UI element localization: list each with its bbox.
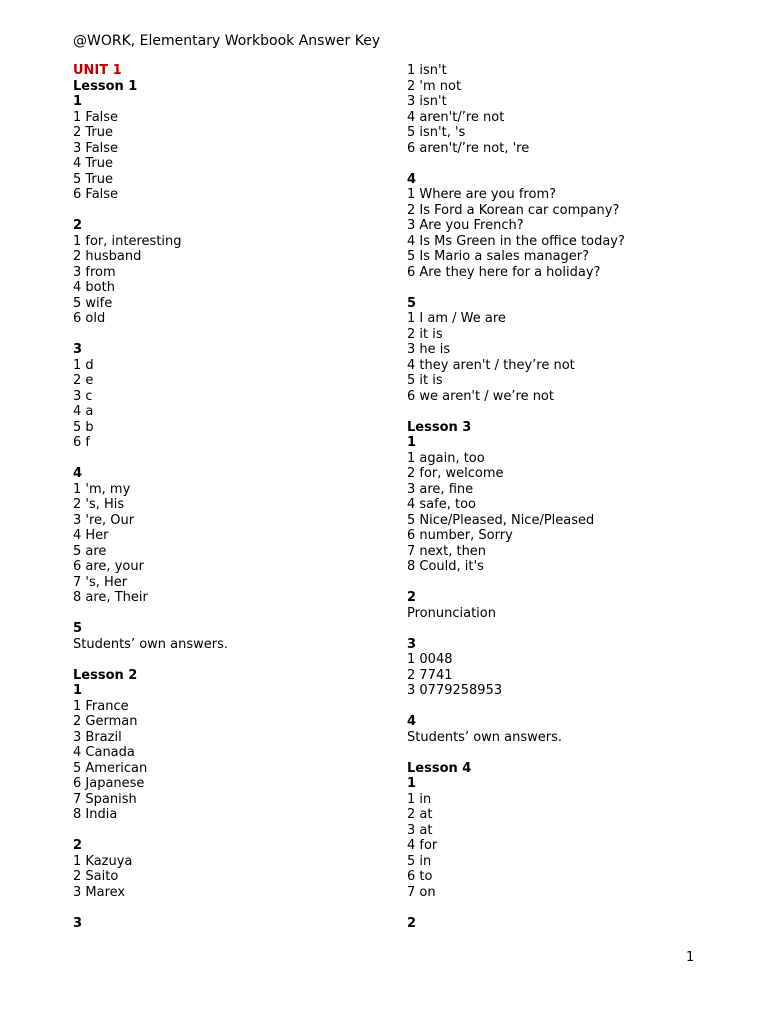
answer-line: 2 husband xyxy=(73,249,142,264)
answer-line: 4 Is Ms Green in the office today? xyxy=(407,233,625,249)
answer-line: 8 are, Their xyxy=(73,590,148,605)
answer-line: 3 Brazil xyxy=(73,729,122,745)
answer-line: 6 to xyxy=(407,869,433,884)
answer-line: 4 Her xyxy=(73,528,109,543)
section-heading: Lesson 3 xyxy=(407,419,472,435)
answer-line: 4 True xyxy=(73,156,114,171)
answer-line: 7 on xyxy=(407,884,436,900)
answer-line: 2 German xyxy=(73,714,138,729)
blank-line xyxy=(73,203,393,219)
answer-line: 8 India xyxy=(73,807,118,822)
answer-line: 6 Are they here for a holiday? xyxy=(407,264,601,280)
section-heading: Lesson 1 xyxy=(73,78,138,94)
answer-line: 2 e xyxy=(73,373,94,388)
section-heading: 4 xyxy=(407,714,417,729)
section-heading: 1 xyxy=(73,683,83,698)
blank-line xyxy=(407,900,737,916)
blank-line xyxy=(73,823,393,839)
blank-line xyxy=(73,900,393,916)
answer-line: 6 we aren't / we’re not xyxy=(407,388,554,404)
answer-line: 7 next, then xyxy=(407,543,487,559)
answer-line: 1 for, interesting xyxy=(73,233,182,249)
answer-line: 4 a xyxy=(73,404,94,419)
answer-line: 4 for xyxy=(407,838,438,853)
answer-line: 2 7741 xyxy=(407,667,453,683)
answer-line: 5 True xyxy=(73,171,114,187)
blank-line xyxy=(407,575,737,591)
blank-line xyxy=(407,621,737,637)
unit-heading: UNIT 1 xyxy=(73,63,122,78)
answer-line: 3 're, Our xyxy=(73,512,135,528)
answer-line: 3 isn't xyxy=(407,94,447,109)
answer-line: 3 from xyxy=(73,264,116,280)
answer-line: 4 safe, too xyxy=(407,497,476,512)
answer-line: 2 for, welcome xyxy=(407,466,504,481)
section-heading: 2 xyxy=(407,590,417,605)
answer-line: 3 c xyxy=(73,388,93,404)
section-heading: 4 xyxy=(407,171,417,187)
answer-line: 2 'm not xyxy=(407,78,462,94)
answer-line: 5 Nice/Pleased, Nice/Pleased xyxy=(407,512,595,528)
answer-line: 6 are, your xyxy=(73,559,144,574)
answer-line: 1 'm, my xyxy=(73,481,131,497)
section-heading: 3 xyxy=(73,915,83,931)
answer-line: 3 Are you French? xyxy=(407,218,524,233)
answer-line: 5 wife xyxy=(73,295,113,311)
blank-line xyxy=(73,606,393,622)
answer-line: 5 in xyxy=(407,853,432,869)
answer-line: 5 are xyxy=(73,543,107,559)
answer-line: 3 he is xyxy=(407,342,451,357)
answer-line: 5 Is Mario a sales manager? xyxy=(407,249,590,264)
answer-line: 4 both xyxy=(73,280,115,295)
answer-line: 1 Kazuya xyxy=(73,853,133,869)
answer-line: 2 's, His xyxy=(73,497,125,512)
answer-line: 3 0779258953 xyxy=(407,683,503,698)
answer-line: 1 in xyxy=(407,791,432,807)
section-heading: 3 xyxy=(73,342,83,357)
answer-line: 1 again, too xyxy=(407,450,485,466)
answer-line: Students’ own answers. xyxy=(73,636,229,652)
answer-line: 1 France xyxy=(73,698,129,714)
answer-line: 6 old xyxy=(73,311,106,326)
section-heading: 2 xyxy=(73,218,83,233)
answer-line: Pronunciation xyxy=(407,605,496,621)
left-column xyxy=(73,63,393,931)
section-heading: Lesson 4 xyxy=(407,760,472,776)
answer-line: 3 at xyxy=(407,822,433,838)
answer-line: 2 at xyxy=(407,807,433,822)
section-heading: 1 xyxy=(407,435,417,450)
answer-line: 8 Could, it's xyxy=(407,559,484,574)
answer-line: 2 True xyxy=(73,125,114,140)
answer-line: 1 isn't xyxy=(407,63,447,78)
answer-line: 2 it is xyxy=(407,326,443,342)
answer-line: 5 it is xyxy=(407,373,443,388)
answer-line: 1 False xyxy=(73,109,119,125)
answer-line: 5 American xyxy=(73,760,148,776)
blank-line xyxy=(73,327,393,343)
answer-line: 4 Canada xyxy=(73,745,135,760)
answer-line: 3 False xyxy=(73,140,119,156)
answer-line: 1 0048 xyxy=(407,652,453,667)
section-heading: 1 xyxy=(407,776,417,791)
document-title: @WORK, Elementary Workbook Answer Key xyxy=(73,33,381,49)
answer-line: 1 Where are you from? xyxy=(407,187,557,202)
blank-line xyxy=(407,404,737,420)
section-heading: 2 xyxy=(73,838,83,853)
blank-line xyxy=(407,156,737,172)
section-heading: 5 xyxy=(73,621,83,636)
answer-line: 6 Japanese xyxy=(73,776,145,791)
right-column xyxy=(407,63,737,931)
section-heading: 1 xyxy=(73,94,83,109)
answer-line: 1 I am / We are xyxy=(407,311,506,326)
answer-line: 6 f xyxy=(73,435,90,450)
blank-line xyxy=(73,451,393,467)
answer-line: Students’ own answers. xyxy=(407,729,563,745)
answer-line: 6 number, Sorry xyxy=(407,528,513,543)
section-heading: 2 xyxy=(407,915,417,931)
answer-line: 2 Is Ford a Korean car company? xyxy=(407,202,620,218)
section-heading: 5 xyxy=(407,295,417,311)
answer-line: 5 isn't, 's xyxy=(407,125,466,140)
answer-line: 4 they aren't / they’re not xyxy=(407,357,575,373)
answer-line: 4 aren't/’re not xyxy=(407,109,505,125)
answer-line: 6 aren't/’re not, 're xyxy=(407,140,530,156)
answer-line: 7 's, Her xyxy=(73,574,128,590)
blank-line xyxy=(407,745,737,761)
answer-line: 5 b xyxy=(73,419,94,435)
answer-line: 3 are, fine xyxy=(407,481,474,497)
blank-line xyxy=(73,652,393,668)
answer-line: 2 Saito xyxy=(73,869,119,884)
section-heading: 4 xyxy=(73,466,83,481)
section-heading: Lesson 2 xyxy=(73,667,138,683)
page-number: 1 xyxy=(686,950,695,965)
blank-line xyxy=(407,280,737,296)
section-heading: 3 xyxy=(407,636,417,652)
blank-line xyxy=(407,699,737,715)
answer-line: 3 Marex xyxy=(73,884,126,900)
answer-line: 6 False xyxy=(73,187,119,202)
answer-line: 1 d xyxy=(73,357,94,373)
answer-line: 7 Spanish xyxy=(73,791,137,807)
